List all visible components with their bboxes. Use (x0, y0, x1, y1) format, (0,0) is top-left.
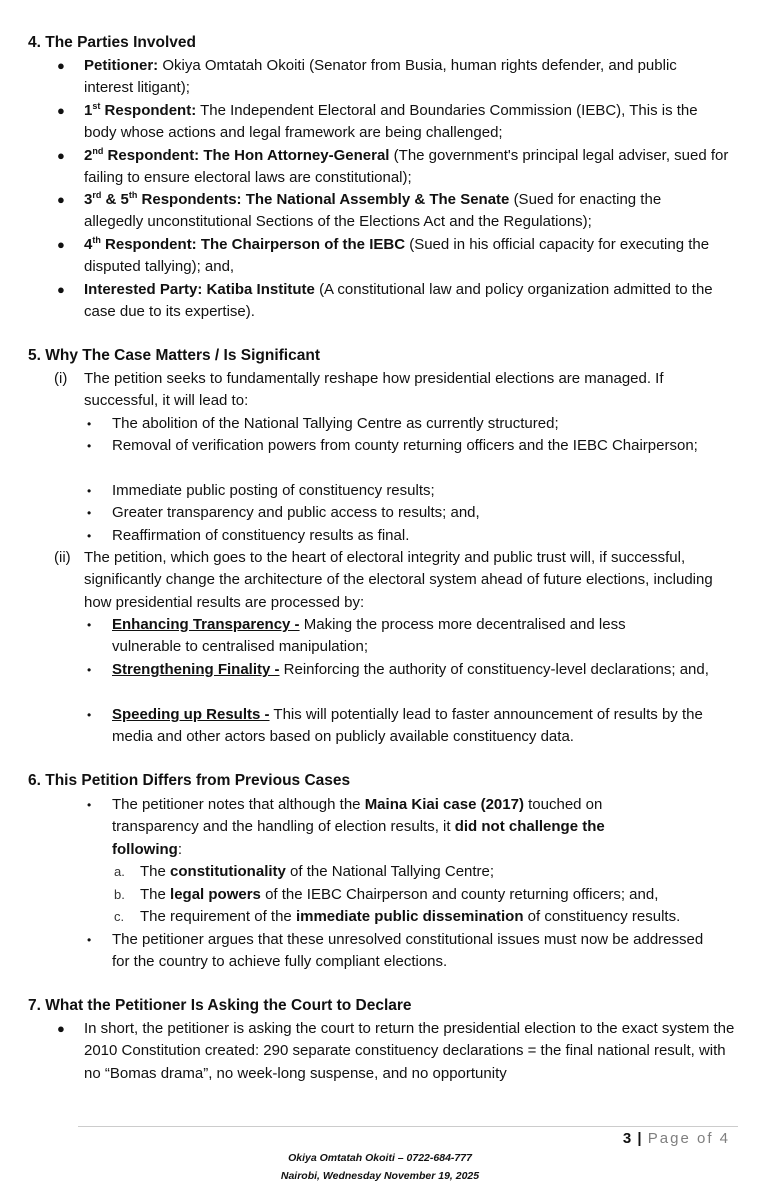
list-item (87, 929, 712, 974)
bullet-icon: • (87, 529, 92, 543)
bullet-icon: ● (57, 103, 65, 118)
bullet-icon: • (87, 663, 92, 677)
page-number-text: Page of 4 (647, 1130, 730, 1147)
s6-b1-p2: touched on transparency and the handling of election results, it (112, 796, 603, 836)
section-7-heading: 7. What the Petitioner Is Asking the Court to Declare (28, 997, 412, 1014)
list-item-label: Enhancing Transparency - (112, 616, 300, 633)
bullet-icon: • (87, 708, 92, 722)
lettered-bold: immediate public dissemination (295, 908, 524, 925)
section-5-heading: 5. Why The Case Matters / Is Significant (28, 347, 320, 364)
list-item (87, 435, 712, 457)
r35-label: Respondents: The National Assembly & The Senate (141, 191, 510, 208)
r4-num: 4 (84, 236, 93, 253)
bullet-icon: • (87, 484, 92, 498)
r1-label: Respondent: (104, 102, 197, 119)
list-item (87, 480, 712, 502)
bullet-icon: ● (57, 148, 65, 163)
point-ii (54, 547, 736, 614)
list-item-text: Greater transparency and public access to results; and, (112, 504, 480, 521)
ip-text: (A constitutional law and policy organization admitted to the case due to its expertise). (84, 281, 713, 321)
list-item (87, 614, 672, 659)
lettered-text: The (140, 886, 166, 903)
bullet-icon: • (87, 417, 92, 431)
bullet-icon: • (87, 798, 92, 812)
list-item (87, 794, 664, 861)
bullet-icon: • (87, 506, 92, 520)
list-item-text: Removal of verification powers from county returning officers and the IEBC Chairperson; (112, 437, 698, 454)
page-number-current: 3 (622, 1130, 632, 1147)
petitioner-item (57, 55, 724, 100)
r35-sup2: th (128, 190, 138, 200)
list-item-text: Reinforcing the authority of constituency-level declarations; and, (283, 661, 709, 678)
lettered-item (114, 884, 740, 906)
lettered-text: of the IEBC Chairperson and county returning officers; and, (265, 886, 659, 903)
respondent-3-5-item (57, 189, 724, 234)
list-item-label: Strengthening Finality - (112, 661, 280, 678)
petitioner-label: Petitioner: (84, 57, 159, 74)
list-item-text: This will potentially lead to faster announcement of results by the media and other actors based on publicly available constituency data. (112, 706, 703, 746)
list-item-text: In short, the petitioner is asking the court to return the presidential election to the exact system the 2010 Constitution created: 290 separate constituency declarations = the final national result, with no “Bomas drama”, no week-long suspense, and no opportunity (84, 1020, 735, 1082)
lettered-text: of constituency results. (527, 908, 681, 925)
r1-num: 1 (84, 102, 93, 119)
point-i (54, 368, 726, 413)
bullet-icon: ● (57, 58, 65, 73)
bullet-icon: ● (57, 282, 65, 297)
list-item (87, 659, 738, 681)
page-number-separator: | (637, 1130, 642, 1147)
footer-divider (78, 1126, 738, 1127)
r2-label: Respondent: The Hon Attorney-General (107, 147, 390, 164)
point-i-text: The petition seeks to fundamentally reshape how presidential elections are managed. If successful, it will lead to: (84, 370, 664, 410)
r35-sup1: rd (92, 190, 102, 200)
footer-contact: Okiya Omtatah Okoiti – 0722-684-777 (288, 1152, 472, 1164)
r2-text: (The government's principal legal adviser, sued for failing to ensure electoral laws are constitutional); (84, 147, 729, 187)
s6-b1-bold1: Maina Kiai case (2017) (364, 796, 524, 813)
lettered-text: The requirement of the (140, 908, 292, 925)
point-ii-marker: (ii) (54, 549, 71, 566)
lettered-bold: legal powers (170, 886, 261, 903)
bullet-icon: ● (57, 1021, 65, 1036)
list-item (87, 502, 712, 524)
r2-sup: nd (92, 146, 104, 156)
r4-text: (Sued in his official capacity for executing the disputed tallying); and, (84, 236, 710, 276)
list-item-text: Making the process more decentralised and less vulnerable to centralised manipulation; (112, 616, 626, 656)
respondent-1-item (57, 100, 724, 145)
lettered-bold: constitutionality (170, 863, 286, 880)
interested-party-item (57, 279, 724, 324)
list-item (87, 704, 718, 749)
list-item-label: Speeding up Results - (112, 706, 270, 723)
r35-num1: 3 (84, 191, 93, 208)
section-4-heading: 4. The Parties Involved (28, 34, 196, 51)
bullet-icon: • (87, 933, 92, 947)
list-item-text: Reaffirmation of constituency results as final. (112, 527, 410, 544)
lettered-item (114, 906, 740, 928)
r4-label: Respondent: The Chairperson of the IEBC (105, 236, 406, 253)
point-ii-text: The petition, which goes to the heart of electoral integrity and public trust will, if successful, significantly change the architecture of the electoral system ahead of future elections, including how presidential results are processed by: (84, 549, 713, 611)
list-item (57, 1018, 740, 1085)
respondent-2-item (57, 145, 730, 190)
r1-text: The Independent Electoral and Boundaries Commission (IEBC), This is the body whose actions and legal framework are being challenged; (84, 102, 698, 142)
letter-marker: c. (114, 909, 125, 924)
letter-marker: b. (114, 887, 125, 902)
petitioner-text: Okiya Omtatah Okoiti (Senator from Busia, human rights defender, and public interest litigant); (84, 57, 677, 97)
s6-b1-p1: The petitioner notes that although the (112, 796, 361, 813)
list-item (87, 413, 712, 435)
page-number (623, 1128, 730, 1150)
lettered-text: The (140, 863, 166, 880)
respondent-4-item (57, 234, 724, 279)
s6-b1-p3: : (177, 840, 182, 858)
r4-sup: th (92, 235, 101, 245)
letter-marker: a. (114, 864, 125, 879)
ip-label: Interested Party: Katiba Institute (84, 281, 315, 298)
lettered-item (114, 861, 740, 883)
bullet-icon: ● (57, 237, 65, 252)
r35-mid: & 5 (105, 191, 129, 208)
point-i-marker: (i) (54, 370, 68, 387)
footer-date: Nairobi, Wednesday November 19, 2025 (280, 1170, 480, 1182)
s6-b1-bold2: did not challenge the following (112, 818, 605, 858)
list-item-text: Immediate public posting of constituency results; (112, 482, 435, 499)
section-6-heading: 6. This Petition Differs from Previous Cases (28, 772, 351, 789)
r35-text: (Sued for enacting the allegedly unconstitutional Sections of the Elections Act and the Regulations); (84, 191, 662, 231)
bullet-icon: • (87, 439, 92, 453)
r1-sup: st (92, 101, 101, 111)
bullet-icon: • (87, 618, 92, 632)
r2-num: 2 (84, 147, 93, 164)
list-item (87, 525, 712, 547)
lettered-text: of the National Tallying Centre; (290, 863, 495, 880)
list-item-text: The petitioner argues that these unresolved constitutional issues must now be addressed for the country to achieve fully compliant elections. (112, 931, 704, 971)
bullet-icon: ● (57, 192, 65, 207)
list-item-text: The abolition of the National Tallying Centre as currently structured; (112, 415, 559, 432)
